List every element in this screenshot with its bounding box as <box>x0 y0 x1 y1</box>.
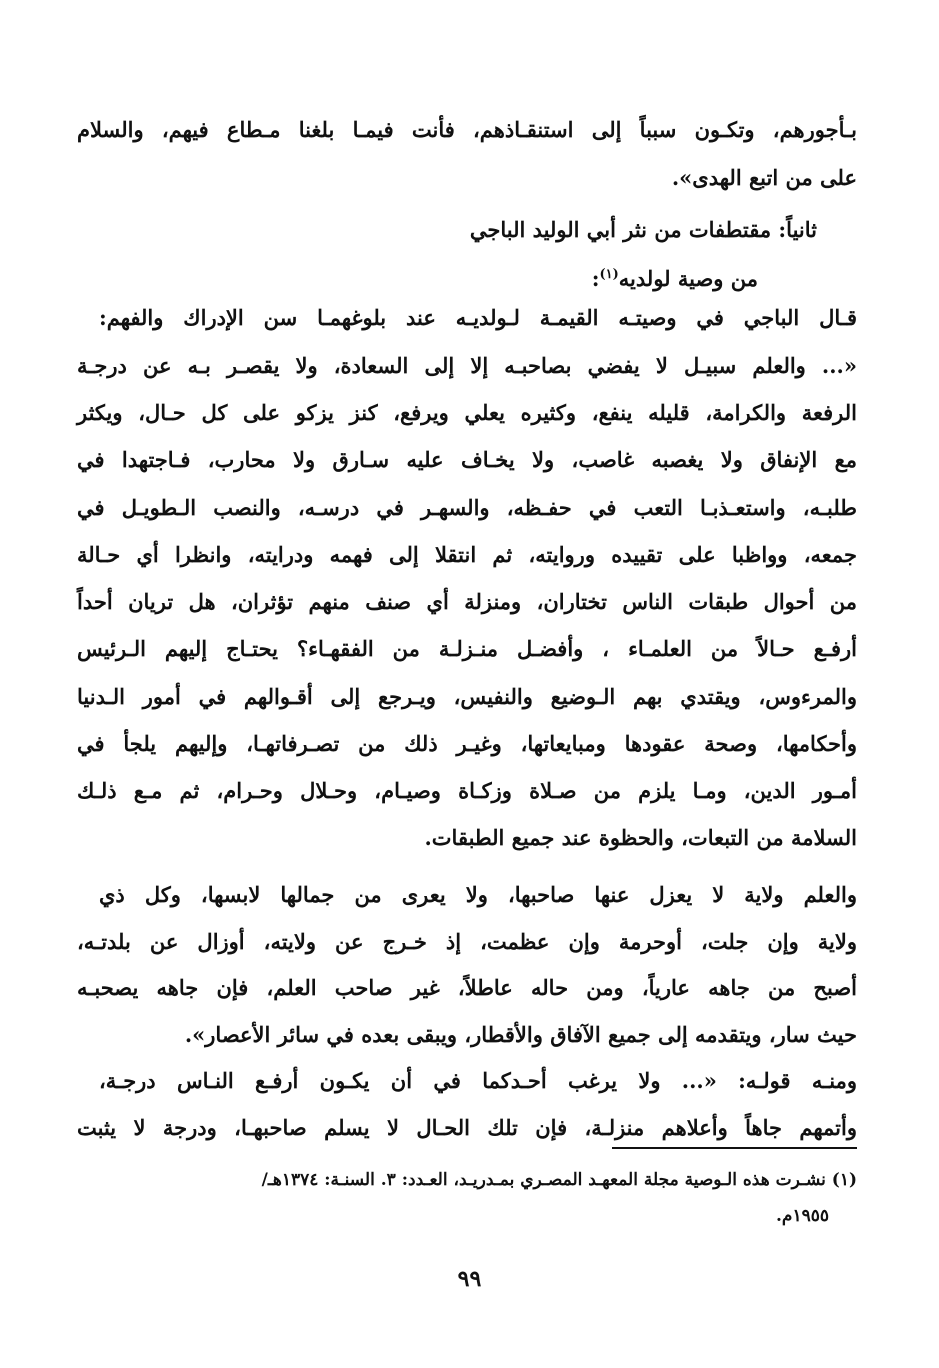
text-line: وأحكامها، وصحة عقودها ومبايعاتها، وغيـر ذلك من تصـرفاتهـا، وإليهم يلجأ في <box>77 731 857 756</box>
text-line: «... والعلم سبيـل لا يفضي بصاحبـه إلا إلى السعادة، ولا يقصـر بـه عن درجـة <box>77 353 857 378</box>
text-line: بـأجورهم، وتكـون سبباً إلى استنقـاذهم، فأنت فيمـا بلغنا مـطاع فيهم، والسلام <box>77 117 857 142</box>
text-line: الرفعة والكرامة، قليله ينفع، وكثيره يعلي ويرفع، كنز يزكو على كل حـال، ويكثر <box>77 400 857 425</box>
footnote-line: ١٩٥٥م. <box>776 1206 829 1226</box>
text-line: طلبـه، واستعـذبـا التعب في حفـظه، والسهـر في درسـه، والنصب الـطويـل في <box>77 495 857 520</box>
text-line: حيث سار، ويتقدمه إلى جميع الآفاق والأقطار، ويبقى بعده في سائر الأعصار». <box>184 1022 857 1047</box>
sub-heading <box>592 260 758 294</box>
text-line: مع الإنفاق ولا يغصبه غاصب، ولا يخـاف عليه سـارق ولا محارب، فـاجتهدا في <box>77 447 857 472</box>
text-line: أمـور الدين، ومـا يلزم من صـلاة وزكـاة وصيـام، وحـلال وحـرام، ثم مـع ذلـك <box>77 778 857 803</box>
text-line: على من اتبع الهدى». <box>671 165 857 190</box>
text-line: أرفـع حـالاً من العلمـاء ، وأفضـل منـزلـة من الفقهـاء؟ يحتـاج إليهم الـرئيس <box>77 636 857 661</box>
text-line: أصبح من جاهه عارياً، ومن حاله عاطلاً، غير صاحب العلم، فإن جاهه يصحبـه <box>77 975 857 1000</box>
text-line: السلامة من التبعات، والحظوة عند جميع الطبقات. <box>424 825 857 850</box>
text-line: والعلم ولاية لا يعزل عنها صاحبها، ولا يعرى من جمالها لابسها، وكل ذي <box>99 882 857 907</box>
section-heading: ثانياً: مقتطفات من نثر أبي الوليد الباجي <box>469 217 817 242</box>
text-line: والمرءوس، ويقتدي بهم الـوضيع والنفيس، ويـرجع إلى أقـوالهم في أمور الـدنيا <box>77 684 857 709</box>
page-number: ٩٩ <box>457 1266 482 1292</box>
text-line: وأتمهم جاهاً وأعلاهم منزلـة، فإن تلك الحـال لا يسلم صاحبهـا، ودرجة لا يثبت <box>77 1115 857 1140</box>
footnote-ref: (١) <box>599 267 619 282</box>
text-line: من أحوال طبقات الناس تختاران، ومنزلة أي صنف منهم تؤثران، هل تريان أحداً <box>77 589 857 614</box>
text-line: جمعه، وواظبا على تقييده وروايته، ثم انتقلا إلى فهمه ودرايته، وانظرا أي حـالة <box>77 542 857 567</box>
sub-heading-text: من وصية لولديه <box>618 266 758 291</box>
text-line: ولاية وإن جلت، أوحرمة وإن عظمت، إذ خـرج عن ولايته، أوزال عن بلدتـه، <box>77 929 857 954</box>
sub-heading-colon: : <box>591 266 600 291</box>
text-line: قـال الباجي في وصيتـه القيمـة لـولديـه عند بلوغهمـا سن الإدراك والفهم: <box>99 305 857 330</box>
footnote-separator <box>612 1147 857 1149</box>
footnote-line: (١) نشـرت هذه الـوصية مجلة المعهـد المصـري بمـدريـد، العـدد: ٣. السنـة: ١٣٧٤هـ/ <box>261 1170 857 1190</box>
text-line: ومنـه قولـه: «... ولا يرغب أحـدكما في أن يكـون أرفـع النـاس درجـة، <box>99 1068 857 1093</box>
